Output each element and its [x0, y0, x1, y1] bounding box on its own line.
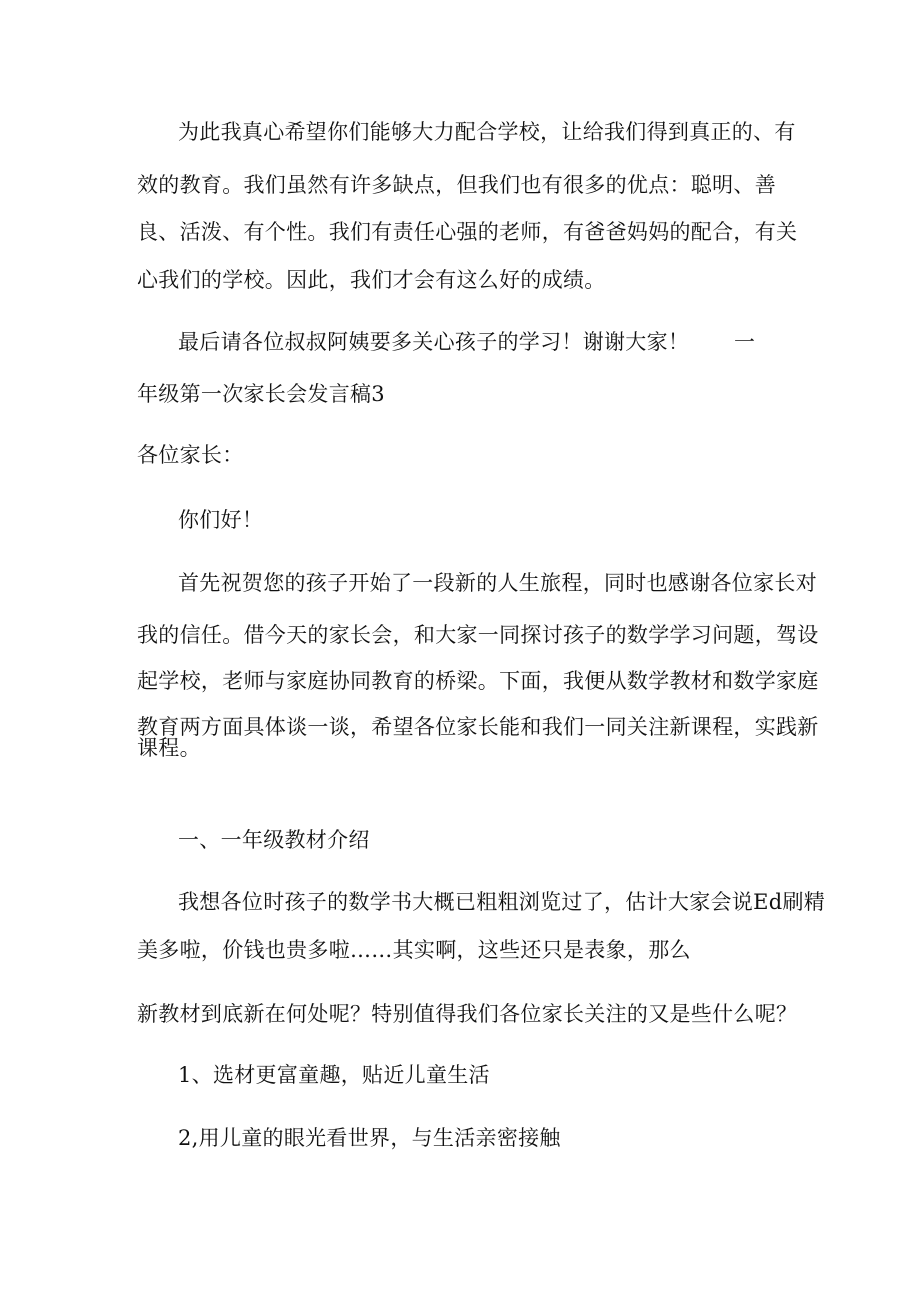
paragraph-line: 教育两方面具体谈一谈，希望各位家长能和我们一同关注新课程，实践新 — [137, 715, 819, 739]
paragraph-line: 为此我真心希望你们能够大力配合学校，让给我们得到真正的、有 — [178, 120, 796, 144]
paragraph-line: 良、活泼、有个性。我们有责任心强的老师，有爸爸妈妈的配合，有关 — [137, 220, 798, 244]
greeting: 你们好！ — [178, 508, 264, 532]
paragraph-line: 心我们的学校。因此，我们才会有这么好的成绩。 — [137, 268, 606, 292]
paragraph-line: 首先祝贺您的孩子开始了一段新的人生旅程，同时也感谢各位家长对 — [178, 571, 817, 595]
paragraph-line: 我想各位时孩子的数学书大概已粗粗浏览过了，估计大家会说Ed刷精 — [178, 890, 826, 914]
paragraph-line: 效的教育。我们虽然有许多缺点，但我们也有很多的优点：聪明、善 — [137, 173, 776, 197]
closing-line: 最后请各位叔叔阿姨要多关心孩子的学习！谢谢大家！ — [178, 330, 690, 354]
closing-tail: 一 — [734, 330, 756, 354]
list-item: 2,用儿童的眼光看世界，与生活亲密接触 — [178, 1126, 561, 1150]
paragraph-line: 新教材到底新在何处呢？特别值得我们各位家长关注的又是些什么呢？ — [137, 1002, 798, 1026]
paragraph-line: 美多啦，价钱也贵多啦……其实啊，这些还只是表象，那么 — [137, 938, 691, 962]
list-item: 1、选材更富童趣，贴近儿童生活 — [178, 1063, 490, 1087]
salutation: 各位家长： — [137, 443, 244, 467]
paragraph-line: 我的信任。借今天的家长会，和大家一同探讨孩子的数学学习问题，驾设 — [137, 623, 819, 647]
section-heading: 一、一年级教材介绍 — [178, 828, 370, 852]
section-title: 年级第一次家长会发言稿3 — [137, 382, 385, 406]
paragraph-line: 起学校，老师与家庭协同教育的桥梁。下面，我便从数学教材和数学家庭 — [137, 669, 819, 693]
paragraph-line: 课程。 — [137, 736, 201, 760]
